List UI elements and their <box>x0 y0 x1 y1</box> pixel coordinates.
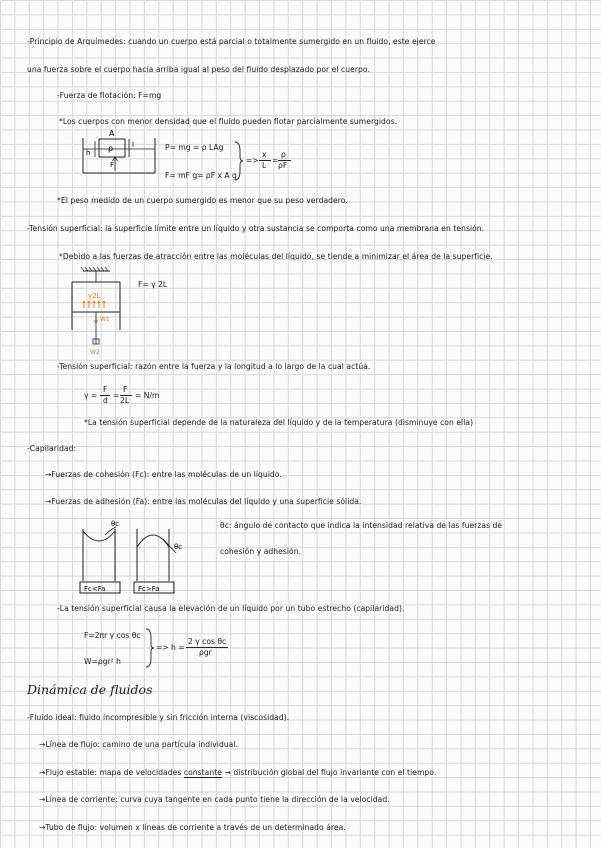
floating-block-figure <box>83 127 163 177</box>
capillary-eq1: F=2πr γ cos θc <box>84 631 141 640</box>
tube1-label: Fc<Fa <box>84 585 106 593</box>
fig-label-h: h <box>86 149 91 157</box>
less-dense-note: *Los cuerpos con menor densidad que el fluido pueden flotar parcialmente sumergidos. <box>59 117 398 126</box>
capillary-h: h = <box>171 643 185 652</box>
fig-label-l: l <box>132 141 134 149</box>
capillary-h-num: 2 γ cos θc <box>188 637 227 646</box>
dynamics-title: Dinámica de fluidos <box>27 682 153 697</box>
weight-note: *El peso medido de un cuerpo sumergido es menor que su peso verdadero. <box>57 196 348 205</box>
fig-label-a: A <box>109 129 115 138</box>
capillary-eq2: W=ρgr² h <box>84 657 121 666</box>
contact-angle-def: θc: ángulo de contacto que indica la intensidad relativa de las fuerzas de <box>220 521 503 530</box>
capillary-h-den: ρgr <box>199 648 212 657</box>
archimedes-principle: -Principio de Arquímedes: cuando un cuerpo está parcial o totalmente sumergido en un fluido, este ejerce <box>27 37 436 46</box>
tension-formula: F= γ 2L <box>138 280 168 289</box>
steady-flow-def <box>39 768 436 777</box>
capillary-brace <box>145 628 155 668</box>
tube2-label: Fc>Fa <box>138 585 160 593</box>
steady-flow-c: → distribución global del flujo invariante con el tiempo. <box>221 768 437 777</box>
gamma-eq: γ = <box>84 391 98 400</box>
archimedes-brace <box>234 141 244 181</box>
ratio-rho-f: ρF <box>278 161 288 170</box>
contact-angle-def-cont: cohesión y adhesión. <box>220 547 302 556</box>
flow-tube-def: →Tubo de flujo: volumen x líneas de corriente a través de un determinado área. <box>39 823 346 832</box>
wire-frame-figure <box>68 266 128 356</box>
capillarity-rise: -La tensión superficial causa la elevación de un líquido por un tubo estrecho (capilaridad). <box>57 604 405 613</box>
tension-depends-note: *La tensión superficial depende de la naturaleza del líquido y de la temperatura (disminuye con ella) <box>84 418 474 427</box>
frac1-den: d <box>103 396 108 405</box>
archimedes-principle-cont: una fuerza sobre el cuerpo hacia arriba igual al peso del fluido desplazado por el cuerpo. <box>27 65 370 74</box>
current-line-def: →Línea de corriente: curva cuya tangente en cada punto tiene la dirección de la velocidad. <box>39 795 390 804</box>
surface-tension-definition: -Tensión superficial: razón entre la fuerza y la longitud a lo largo de la cual actúa. <box>57 362 371 371</box>
tube2-theta: θc <box>174 543 183 551</box>
ratio-rho: ρ <box>281 150 286 159</box>
ratio-x: x <box>262 150 267 159</box>
tube1-theta: θc <box>111 520 120 528</box>
frac-equals: = <box>113 391 120 400</box>
fig-label-rho: ρ <box>108 144 114 153</box>
ratio-l: L <box>262 161 267 170</box>
capillary-arrow: => <box>156 643 169 652</box>
steady-flow-a: →Flujo estable: mapa de velocidades <box>39 768 184 777</box>
archimedes-eq2: F= mF g= ρF x A g <box>165 171 237 180</box>
tension-molecules: *Debido a las fuerzas de atracción entre las moléculas del líquido, se tiende a minimizar el área de la superficie. <box>59 252 493 261</box>
fig-label-f: F <box>110 161 115 169</box>
capillarity-title: -Capilaridad: <box>27 444 77 453</box>
steady-flow-constant: constante <box>183 768 222 777</box>
archimedes-eq1: P= mg = ρ LAg <box>165 143 224 152</box>
buoyancy-force: -Fuerza de flotación: F=mg <box>57 91 162 100</box>
fig-w1-label: W1 <box>100 316 110 323</box>
flow-line-def: →Línea de flujo: camino de una partícula individual. <box>39 740 239 749</box>
tension-definition: -Tensión superficial: la superficie límite entre un líquido y otra sustancia se comporta como una membrana en tensión. <box>27 224 485 233</box>
cohesion-def: →Fuerzas de cohesión (Fc): entre las moléculas de un líquido. <box>45 470 282 479</box>
capillary-tubes-figure <box>75 515 210 600</box>
adhesion-def: →Fuerzas de adhesión (Fa): entre las moléculas del líquido y una superficie sólida. <box>45 497 362 506</box>
ratio-equals: = <box>272 156 279 165</box>
tension-unit: = N/m <box>135 391 160 400</box>
ideal-fluid-def: -Fluido ideal: fluido incompresible y sin fricción interna (viscosidad). <box>27 713 290 722</box>
frac2-num: F <box>123 385 128 394</box>
frac1-num: F <box>103 385 108 394</box>
fig-w2-label: W2 <box>90 349 100 356</box>
fig-force-label: γ2L <box>88 292 101 300</box>
archimedes-ratio-arrow: => <box>246 156 259 165</box>
frac2-den: 2L <box>120 396 130 405</box>
